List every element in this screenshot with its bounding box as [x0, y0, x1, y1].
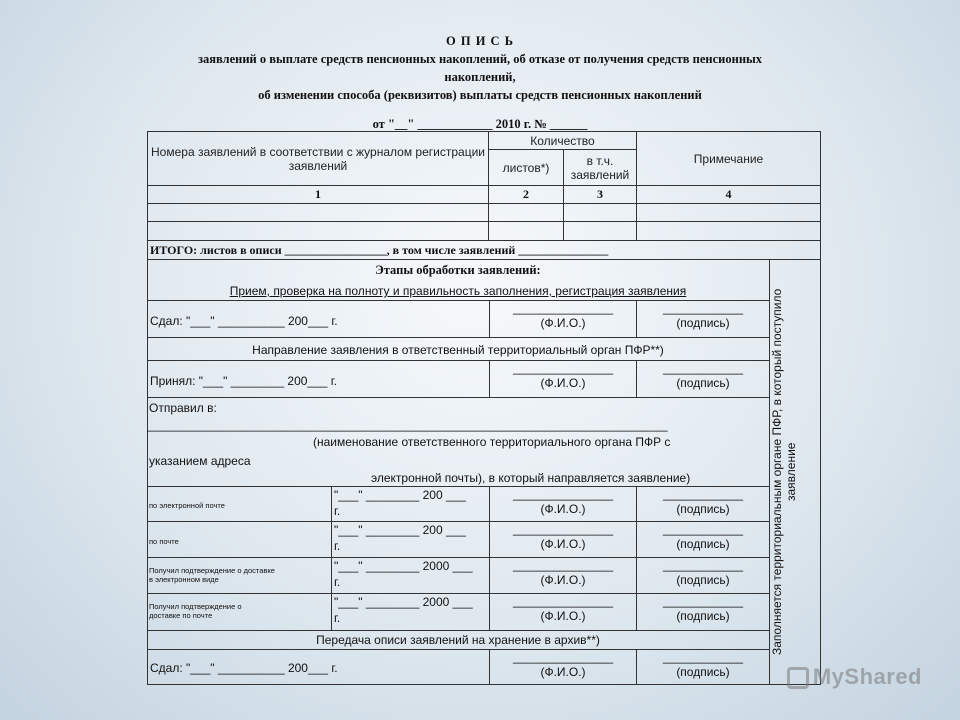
- delivery-date: "___" ________ 200 ___: [334, 523, 466, 537]
- delivery-label: по почте: [149, 537, 179, 546]
- heading-line-3: об изменении способа (реквизитов) выплаты средств пенсионных накоплений: [258, 88, 702, 102]
- table-row-cell[interactable]: [488, 221, 564, 241]
- stage3-fio-line: _______________: [512, 650, 614, 664]
- sent-line[interactable]: ______________________________________________________________________________: [147, 418, 668, 432]
- stage2-fio-cell[interactable]: [489, 360, 637, 398]
- stage2-sign-cell[interactable]: [636, 360, 770, 398]
- watermark-text: MyShared: [812, 664, 922, 689]
- delivery-date-cell[interactable]: [331, 557, 490, 594]
- delivery-date-cell[interactable]: [331, 593, 490, 631]
- table-row-cell[interactable]: [636, 203, 821, 222]
- stage3-sign-line: ____________: [662, 650, 744, 664]
- table-row-cell[interactable]: [563, 221, 637, 241]
- watermark-icon: [787, 667, 809, 689]
- delivery-sign-line: ____________: [662, 558, 744, 572]
- stage2-sign-line: ____________: [662, 361, 744, 375]
- header-app-numbers: [147, 131, 489, 186]
- delivery-fio-cell[interactable]: [489, 557, 637, 594]
- header-note: [636, 131, 821, 186]
- delivery-date: "___" ________ 2000 ___: [334, 559, 473, 573]
- stage2-fio: (Ф.И.О.): [540, 376, 586, 390]
- page-title: О П И С Ь: [446, 34, 514, 48]
- stage3-fio-cell[interactable]: [489, 649, 637, 685]
- sent-label: Отправил в:: [149, 401, 217, 415]
- delivery-fio-line: _______________: [512, 522, 614, 536]
- delivery-fio-line: _______________: [512, 594, 614, 608]
- delivery-fio: (Ф.И.О.): [540, 609, 586, 623]
- delivery-label-cell: [147, 486, 332, 522]
- delivery-label-cell: [147, 593, 332, 631]
- stage1-fio-line: _______________: [512, 301, 614, 315]
- stage2-sign: (подпись): [676, 376, 730, 390]
- delivery-year: г.: [334, 504, 341, 518]
- table-row-cell[interactable]: [147, 203, 489, 222]
- stage1-fio: (Ф.И.О.): [540, 316, 586, 330]
- stage2-fio-line: _______________: [512, 361, 614, 375]
- header-incl-label: в т.ч. заявлений: [570, 153, 630, 182]
- stage3-label: Сдал: "___" __________ 200___ г.: [150, 661, 338, 675]
- stage2-label: Принял: "___" ________ 200___ г.: [150, 374, 338, 388]
- delivery-sign-line: ____________: [662, 487, 744, 501]
- stages-title: Этапы обработки заявлений:: [375, 263, 541, 277]
- totals-row: ИТОГО: листов в описи _________________, в том числе заявлений _______________: [147, 240, 821, 260]
- delivery-fio: (Ф.И.О.): [540, 537, 586, 551]
- delivery-sign: (подпись): [676, 537, 730, 551]
- delivery-fio-cell[interactable]: [489, 486, 637, 522]
- delivery-sign: (подпись): [676, 502, 730, 516]
- delivery-date-cell[interactable]: [331, 486, 490, 522]
- delivery-fio-line: _______________: [512, 487, 614, 501]
- sent-caption-3: электронной почты), в который направляется заявление): [371, 471, 691, 485]
- delivery-fio-cell[interactable]: [489, 593, 637, 631]
- stage1-title: Прием, проверка на полноту и правильность заполнения, регистрация заявления: [229, 284, 687, 298]
- col-number-2: 2: [488, 185, 564, 204]
- delivery-year: г.: [334, 575, 341, 589]
- header-quantity-label: Количество: [530, 133, 595, 148]
- table-row-cell[interactable]: [563, 203, 637, 222]
- stage1-label-cell: [147, 300, 490, 338]
- col-number-1: 1: [147, 185, 489, 204]
- stage1-sign-line: ____________: [662, 301, 744, 315]
- stage2-label-cell: [147, 360, 490, 398]
- date-line: от "__" ____________ 2010 г. № ______: [372, 117, 588, 131]
- header-note-label: Примечание: [693, 151, 764, 166]
- delivery-date: "___" ________ 200 ___: [334, 488, 466, 502]
- header-sheets-label: листов*): [502, 160, 550, 175]
- delivery-year: г.: [334, 539, 341, 553]
- sent-caption-1: (наименование ответственного территориального органа ПФР с: [313, 435, 671, 449]
- delivery-year: г.: [334, 611, 341, 625]
- delivery-sign-cell[interactable]: [636, 486, 770, 522]
- stage3-sign-cell[interactable]: [636, 649, 770, 685]
- side-note: Заполняется территориальным органе ПФР, в который поступило заявление: [770, 288, 798, 656]
- stage2-title: Направление заявления в ответственный территориальный орган ПФР**): [252, 343, 664, 357]
- header-app-numbers-label: Номера заявлений в соответствии с журналом регистрации заявлений: [151, 144, 485, 173]
- stage1-label: Сдал: "___" __________ 200___ г.: [150, 314, 338, 328]
- delivery-label-cell: [147, 557, 332, 594]
- stage3-sign: (подпись): [676, 665, 730, 679]
- delivery-sign-line: ____________: [662, 522, 744, 536]
- watermark: [787, 664, 922, 690]
- delivery-sign-cell[interactable]: [636, 593, 770, 631]
- stage1-sign: (подпись): [676, 316, 730, 330]
- stage3-fio: (Ф.И.О.): [540, 665, 586, 679]
- stage3-title: Передача описи заявлений на хранение в архив**): [316, 633, 600, 647]
- stage1-sign-cell[interactable]: [636, 300, 770, 338]
- stage1-fio-cell[interactable]: [489, 300, 637, 338]
- delivery-sign-line: ____________: [662, 594, 744, 608]
- delivery-fio: (Ф.И.О.): [540, 502, 586, 516]
- table-row-cell[interactable]: [488, 203, 564, 222]
- delivery-sign-cell[interactable]: [636, 521, 770, 558]
- delivery-label-cell: [147, 521, 332, 558]
- delivery-fio-line: _______________: [512, 558, 614, 572]
- delivery-label: по электронной почте: [149, 501, 225, 510]
- header-incl: [563, 149, 637, 186]
- delivery-label: Получил подтверждение о доставке в электронном виде: [149, 566, 275, 584]
- delivery-label: Получил подтверждение о доставке по почте: [149, 602, 242, 620]
- col-number-4: 4: [636, 185, 821, 204]
- delivery-fio: (Ф.И.О.): [540, 573, 586, 587]
- header-quantity: [488, 131, 637, 150]
- sent-caption-2: указанием адреса: [149, 454, 251, 468]
- stage3-label-cell: [147, 649, 490, 685]
- delivery-fio-cell[interactable]: [489, 521, 637, 558]
- delivery-date-cell[interactable]: [331, 521, 490, 558]
- header-sheets: [488, 149, 564, 186]
- heading-line-2: накоплений,: [444, 70, 516, 84]
- table-row-cell[interactable]: [636, 221, 821, 241]
- delivery-sign-cell[interactable]: [636, 557, 770, 594]
- delivery-sign: (подпись): [676, 609, 730, 623]
- table-row-cell[interactable]: [147, 221, 489, 241]
- heading-line-1: заявлений о выплате средств пенсионных накоплений, об отказе от получения средств пенсионных: [197, 52, 763, 66]
- col-number-3: 3: [563, 185, 637, 204]
- delivery-sign: (подпись): [676, 573, 730, 587]
- delivery-date: "___" ________ 2000 ___: [334, 595, 473, 609]
